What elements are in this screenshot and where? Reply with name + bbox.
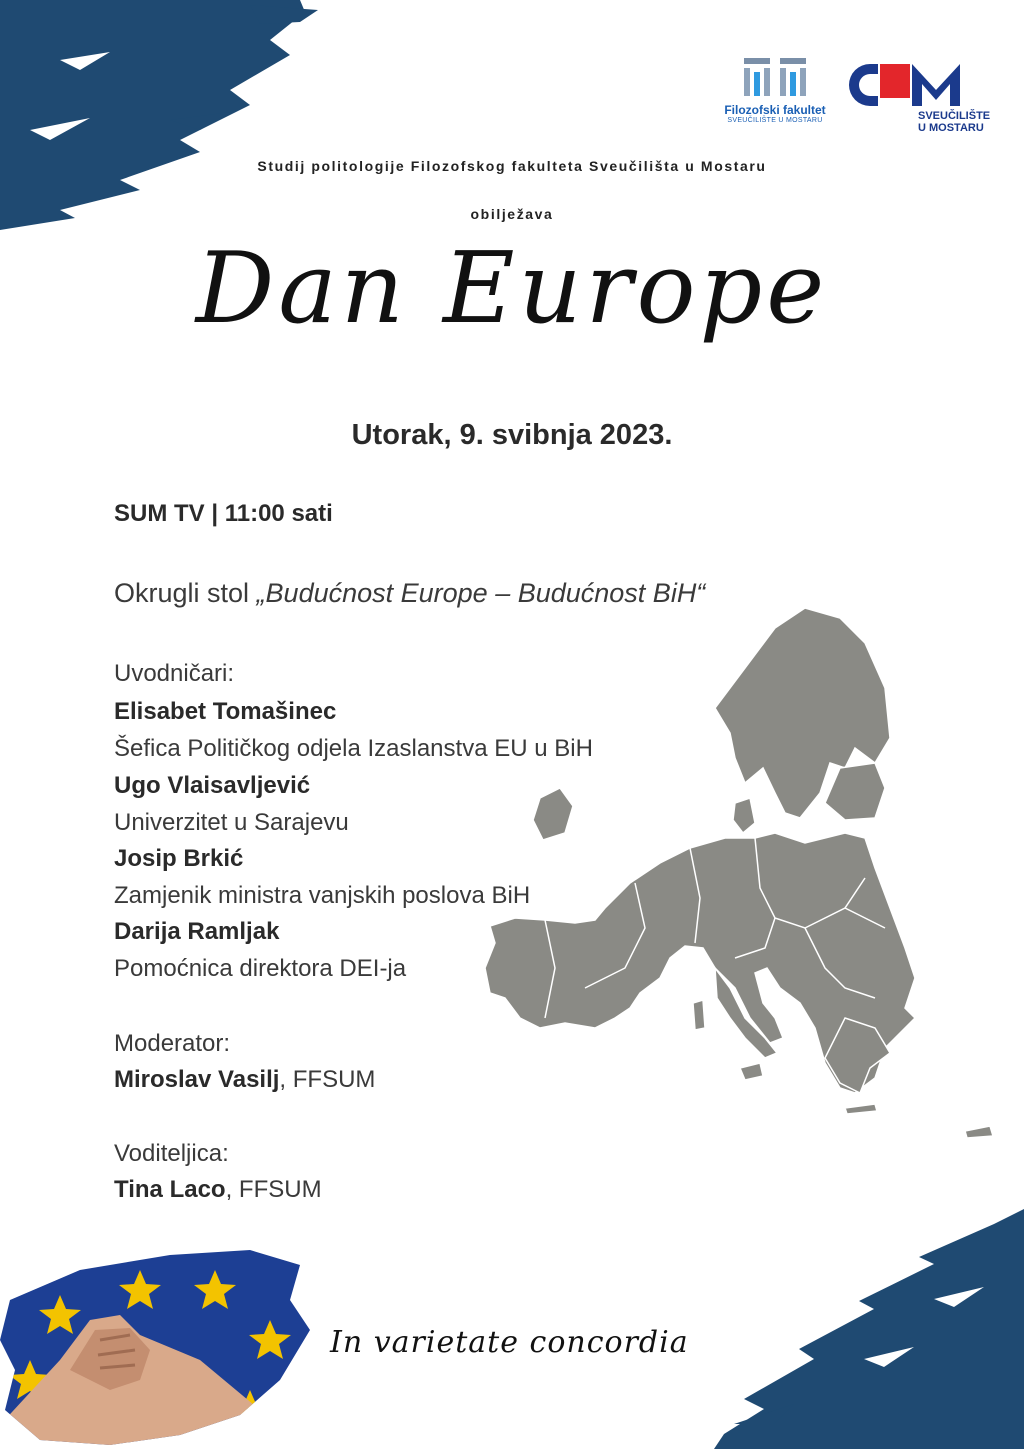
university-name-line2: U MOSTARU <box>918 122 984 134</box>
speaker-name: Elisabet Tomašinec <box>114 698 337 725</box>
moderator-name: Miroslav Vasilj <box>114 1066 280 1093</box>
organizer-text: Studij politologije Filozofskog fakulteta Sveučilišta u Mostaru <box>257 158 767 174</box>
speaker-name: Ugo Vlaisavljević <box>114 772 311 799</box>
brush-stroke-bottom-right <box>714 1209 1024 1449</box>
brush-stroke-top-left <box>0 0 320 230</box>
university-name-line1: SVEUČILIŠTE <box>918 110 991 122</box>
host-name: Tina Laco <box>114 1176 226 1203</box>
faculty-name: Filozofski fakultet <box>724 103 826 117</box>
handshake-photo <box>0 1240 320 1449</box>
university-name <box>918 110 990 134</box>
moderator-label: Moderator: <box>114 1030 231 1057</box>
host-label: Voditeljica: <box>114 1140 229 1167</box>
eu-map-illustration <box>445 548 1000 1148</box>
event-title: Dan Europe <box>195 232 829 346</box>
columns-icon <box>740 58 810 96</box>
speaker-role: Zamjenik ministra vanjskih poslova BiH <box>114 882 531 909</box>
host-line <box>114 1176 322 1204</box>
moderator-affiliation: , FFSUM <box>279 1066 376 1093</box>
host-affiliation: , FFSUM <box>225 1176 322 1203</box>
event-date: Utorak, 9. svibnja 2023. <box>351 419 673 451</box>
eu-motto: In varietate concordia <box>330 1325 689 1360</box>
speakers-label: Uvodničari: <box>114 660 235 687</box>
speaker-role: Univerzitet u Sarajevu <box>114 809 349 836</box>
sum-mark-icon <box>848 60 963 110</box>
roundtable-heading <box>114 578 705 609</box>
faculty-logo <box>715 58 835 124</box>
celebrates-text: obilježava <box>470 206 554 222</box>
speaker-name: Josip Brkić <box>114 845 244 872</box>
speaker-name: Darija Ramljak <box>114 918 280 945</box>
roundtable-title: „Budućnost Europe – Budućnost BiH“ <box>256 578 706 608</box>
university-logo <box>848 60 998 135</box>
venue-time: SUM TV | 11:00 sati <box>114 500 333 527</box>
roundtable-prefix: Okrugli stol <box>114 578 257 608</box>
speaker-role: Šefica Političkog odjela Izaslanstva EU u BiH <box>114 735 593 762</box>
moderator-line <box>114 1066 375 1094</box>
speaker-role: Pomoćnica direktora DEI-ja <box>114 955 407 982</box>
faculty-subtitle: SVEUČILIŠTE U MOSTARU <box>727 117 823 124</box>
